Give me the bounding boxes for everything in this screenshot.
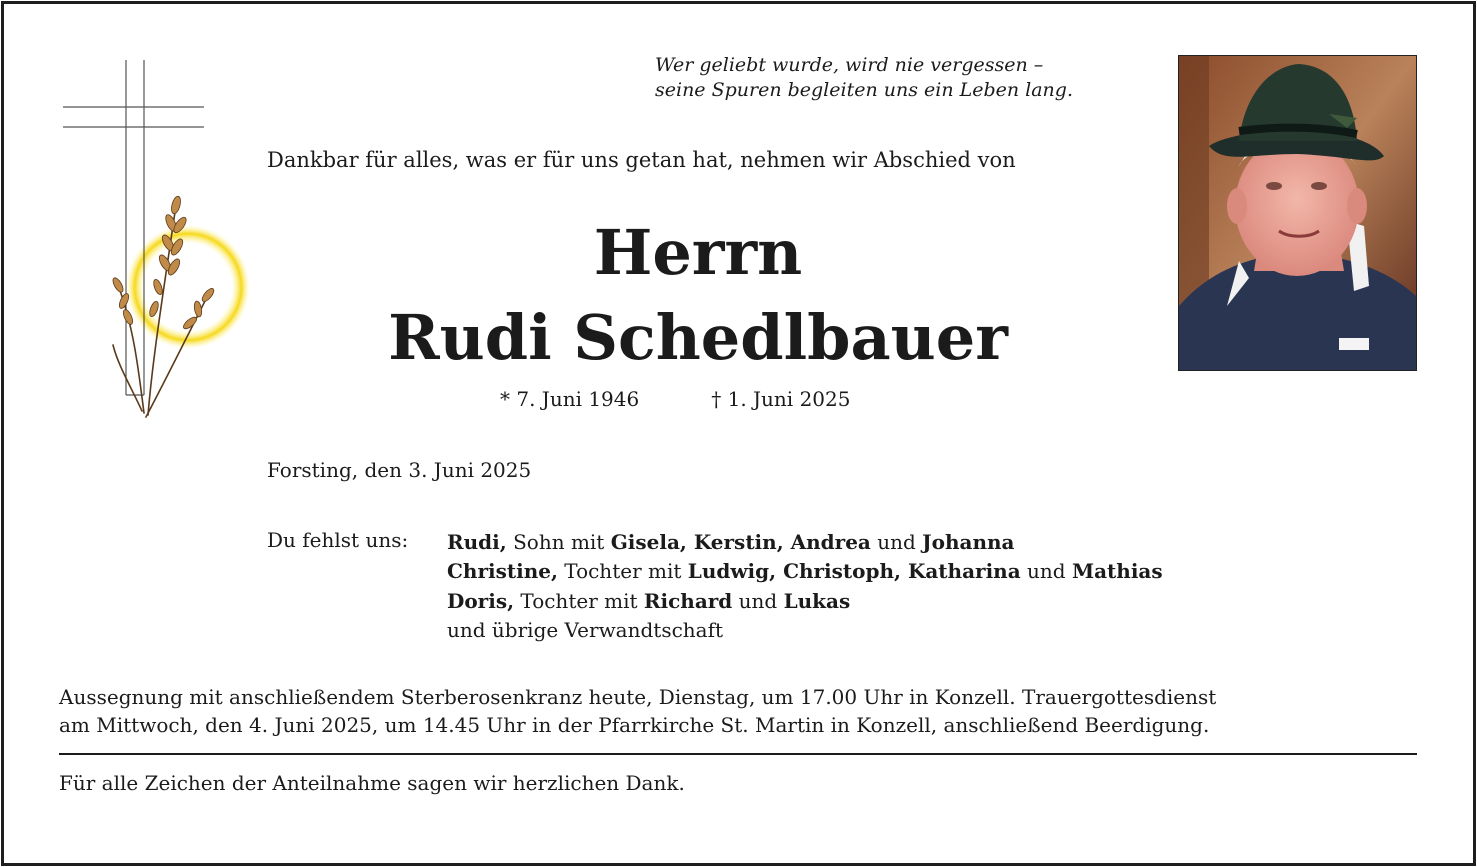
survivor-relation: und übrige Verwandtschaft bbox=[447, 617, 724, 642]
survivors-list bbox=[447, 528, 1163, 645]
thanks-text: Für alle Zeichen der Anteilnahme sagen wir herzlichen Dank. bbox=[59, 771, 685, 795]
service-info bbox=[59, 683, 1439, 739]
survivor-line bbox=[447, 616, 1163, 645]
survivor-name: Doris, bbox=[447, 588, 515, 613]
cross-with-wheat-icon bbox=[58, 55, 253, 420]
birth-date: * 7. Juni 1946 bbox=[500, 387, 640, 411]
survivor-name: Rudi, bbox=[447, 530, 507, 554]
service-line-2: am Mittwoch, den 4. Juni 2025, um 14.45 Uhr in der Pfarrkirche St. Martin in Konzell, anschließend Beerdigung. bbox=[59, 713, 1210, 737]
survivors-label: Du fehlst uns: bbox=[267, 528, 409, 552]
survivor-name: Gisela, Kerstin, Andrea bbox=[610, 530, 871, 554]
survivor-name: Richard bbox=[643, 588, 733, 613]
motto-line-1: Wer geliebt wurde, wird nie vergessen – bbox=[655, 54, 1044, 76]
survivor-line bbox=[447, 557, 1163, 586]
survivor-relation: Sohn mit bbox=[506, 530, 611, 554]
deceased-name: Rudi Schedlbauer bbox=[388, 301, 1008, 374]
intro-text: Dankbar für alles, was er für uns getan hat, nehmen wir Abschied von bbox=[267, 148, 1016, 172]
death-date: † 1. Juni 2025 bbox=[711, 387, 851, 411]
survivor-name: Johanna bbox=[922, 530, 1015, 554]
survivor-line bbox=[447, 528, 1163, 557]
survivor-name: Ludwig, Christoph, Katharina bbox=[687, 559, 1021, 584]
survivor-relation: und bbox=[870, 530, 923, 554]
survivor-line bbox=[447, 587, 1163, 616]
life-dates bbox=[500, 387, 850, 411]
portrait-photo bbox=[1178, 55, 1417, 371]
survivor-name: Christine, bbox=[447, 559, 558, 584]
survivor-name: Mathias bbox=[1071, 559, 1163, 584]
survivor-relation: Tochter mit bbox=[557, 559, 688, 584]
place-date: Forsting, den 3. Juni 2025 bbox=[267, 458, 532, 482]
motto-quote bbox=[655, 53, 1175, 102]
survivor-relation: Tochter mit bbox=[514, 588, 644, 613]
divider bbox=[59, 753, 1417, 755]
survivor-relation: und bbox=[732, 588, 784, 613]
salutation: Herrn bbox=[593, 216, 803, 289]
survivor-name: Lukas bbox=[783, 588, 851, 613]
survivor-relation: und bbox=[1020, 559, 1072, 584]
motto-line-2: seine Spuren begleiten uns ein Leben lang. bbox=[655, 78, 1073, 101]
service-line-1: Aussegnung mit anschließendem Sterberosenkranz heute, Dienstag, um 17.00 Uhr in Konzell. Trauergottesdienst bbox=[59, 685, 1217, 709]
